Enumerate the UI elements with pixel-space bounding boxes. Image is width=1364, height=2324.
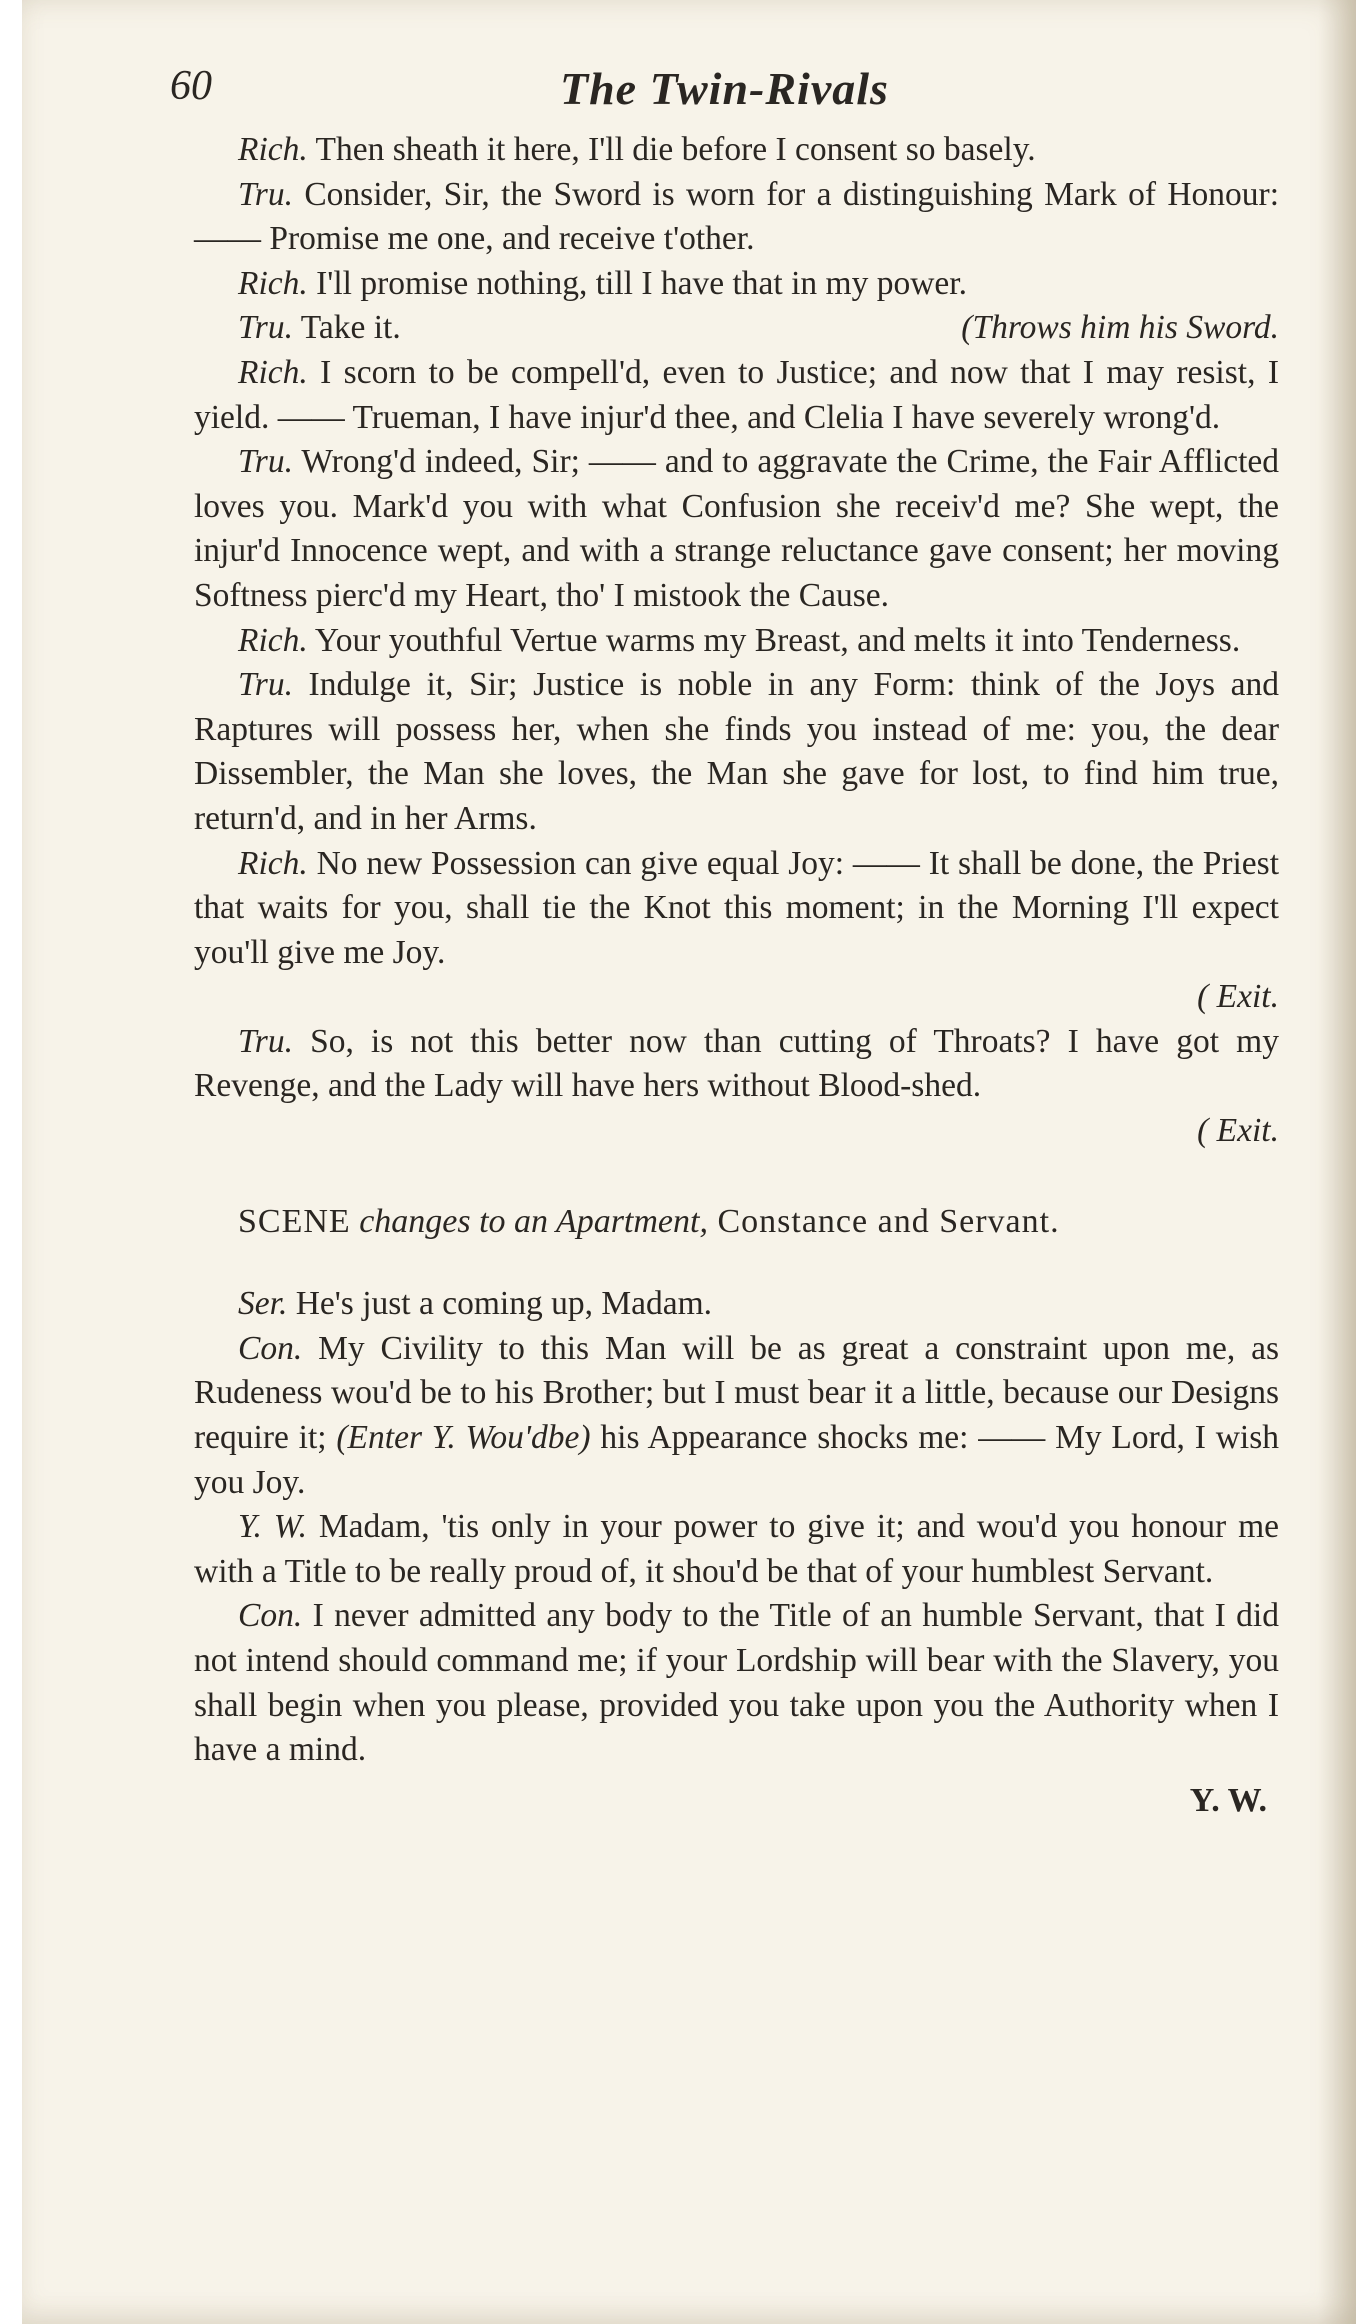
- speaker-name: Y. W.: [238, 1508, 308, 1546]
- dialogue-line: [194, 619, 1279, 664]
- dialogue-text: Madam, 'tis only in your power to give it; and wou'd you honour me with a Title to be really proud of, it shou'd be that of your humblest Servant.: [194, 1508, 1279, 1590]
- dialogue-text: his Appearance shocks me: —— My Lord, I wish you Joy.: [194, 1419, 1279, 1501]
- dialogue-line: [194, 128, 1279, 173]
- catchword: Y. W.: [1189, 1781, 1267, 1819]
- speaker-name: Tru.: [238, 443, 293, 481]
- dialogue-line: [194, 1327, 1279, 1505]
- exit-direction: ( Exit.: [1197, 978, 1279, 1016]
- speaker-name: Tru.: [238, 309, 293, 347]
- dialogue-line: [194, 1282, 1279, 1327]
- dialogue-text: Consider, Sir, the Sword is worn for a distinguishing Mark of Honour: —— Promise me one, and receive t'other.: [194, 175, 1279, 258]
- dialogue-text: Indulge it, Sir; Justice is noble in any Form: think of the Joys and Raptures will possess her, when she finds you instead of me: you, the dear Dissembler, the Man she loves, the Man she gave for lost, to find him true, return'd, and in her Arms.: [194, 666, 1279, 837]
- dialogue-line: [194, 440, 1279, 618]
- dialogue-text: So, is not this better now than cutting of Throats? I have got my Revenge, and the Lady will have hers without Blood-shed.: [194, 1022, 1279, 1105]
- scene-persons: Constance and Servant.: [707, 1202, 1060, 1240]
- exit-direction: ( Exit.: [1197, 1112, 1279, 1150]
- dialogue-line: [194, 663, 1279, 841]
- speaker-name: Rich.: [238, 844, 308, 882]
- dialogue-line: [194, 262, 1279, 307]
- dialogue-text: Wrong'd indeed, Sir; —— and to aggravate the Crime, the Fair Afflicted loves you. Mark'd you with what Confusion she receiv'd me? She wept, the injur'd Innocence wept, and with a strange reluctance gave consent; her moving Softness pierc'd my Heart, tho' I mistook the Cause.: [194, 443, 1279, 614]
- speaker-name: Tru.: [238, 666, 293, 704]
- speaker-name: Con.: [238, 1329, 303, 1367]
- page-number: 60: [170, 63, 212, 109]
- dialogue-text: I'll promise nothing, till I have that in my power.: [307, 264, 967, 302]
- dialogue-line: [194, 1594, 1279, 1772]
- page-spine-shadow: [1318, 0, 1356, 2324]
- speaker-name: Tru.: [238, 175, 293, 213]
- dialogue-text: Take it.: [292, 309, 401, 347]
- scene-heading: [194, 1200, 1279, 1245]
- speaker-name: Ser.: [238, 1285, 288, 1323]
- stage-direction: (Enter Y. Wou'dbe): [336, 1419, 591, 1457]
- speaker-name: Rich.: [238, 621, 308, 659]
- stage-direction: (Throws him his Sword.: [961, 309, 1279, 347]
- speaker-name: Tru.: [238, 1022, 293, 1060]
- speaker-name: Rich.: [238, 131, 308, 168]
- dialogue-line: [194, 173, 1279, 262]
- speaker-name: Con.: [238, 1597, 303, 1635]
- page-body: [194, 128, 1279, 1823]
- dialogue-line: [194, 1020, 1279, 1109]
- scene-label: SCENE: [238, 1202, 351, 1240]
- scene-direction: changes to an Apartment,: [350, 1202, 708, 1240]
- dialogue-line: [194, 1505, 1279, 1594]
- dialogue-text: Then sheath it here, I'll die before I consent so basely.: [307, 131, 1036, 168]
- dialogue-text: Your youthful Vertue warms my Breast, and melts it into Tenderness.: [307, 621, 1241, 659]
- dialogue-text: No new Possession can give equal Joy: —— It shall be done, the Priest that waits for you, shall tie the Knot this moment; in the Morning I'll expect you'll give me Joy.: [194, 844, 1279, 971]
- dialogue-text: I never admitted any body to the Title of an humble Servant, that I did not intend should command me; if your Lordship will bear with the Slavery, you shall begin when you please, provided you take upon you the Authority when I have a mind.: [194, 1597, 1279, 1769]
- running-title: The Twin-Rivals: [560, 63, 889, 114]
- speaker-name: Rich.: [238, 264, 308, 302]
- dialogue-line: [194, 842, 1279, 976]
- dialogue-line: [194, 351, 1279, 440]
- page-header: [170, 62, 1290, 132]
- dialogue-text: He's just a coming up, Madam.: [287, 1285, 713, 1323]
- dialogue-text: My Civility to this Man will be as great a constraint upon me, as Rudeness wou'd be to his Brother; but I must bear it a little, because our Designs require it;: [194, 1329, 1279, 1457]
- book-page: [22, 0, 1356, 2324]
- dialogue-line: [194, 306, 1279, 351]
- speaker-name: Rich.: [238, 353, 308, 391]
- dialogue-text: I scorn to be compell'd, even to Justice; and now that I may resist, I yield. —— Trueman, I have injur'd thee, and Clelia I have severely wrong'd.: [194, 353, 1279, 436]
